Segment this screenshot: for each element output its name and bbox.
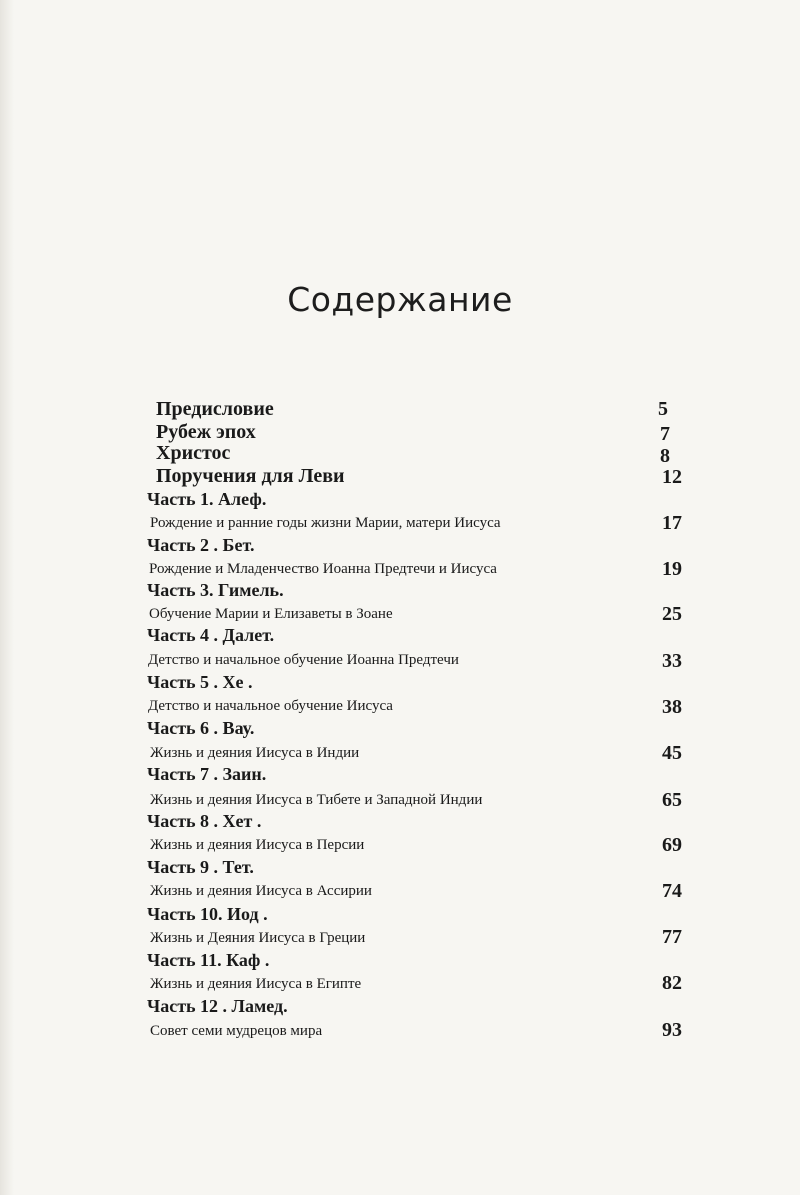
toc-page-number: 12 bbox=[662, 466, 682, 488]
toc-page-number: 25 bbox=[662, 603, 682, 625]
toc-part-subtitle: Обучение Марии и Елизаветы в Зоане bbox=[149, 606, 393, 622]
toc-page-number: 19 bbox=[662, 558, 682, 580]
toc-page-number: 65 bbox=[662, 789, 682, 811]
toc-entry-turn-of-epochs: Рубеж эпох bbox=[156, 421, 256, 443]
toc-entry-levi: Поручения для Леви bbox=[156, 465, 345, 487]
toc-part-heading: Часть 11. Каф . bbox=[147, 950, 270, 970]
toc-page-number: 69 bbox=[662, 834, 682, 856]
toc-part-heading: Часть 9 . Тет. bbox=[147, 857, 254, 877]
toc-page-number: 33 bbox=[662, 650, 682, 672]
toc-page-number: 38 bbox=[662, 696, 682, 718]
toc-part-subtitle: Жизнь и Деяния Иисуса в Греции bbox=[150, 930, 366, 946]
toc-page-number: 17 bbox=[662, 512, 682, 534]
toc-part-heading: Часть 6 . Вау. bbox=[147, 718, 255, 738]
toc-part-subtitle: Жизнь и деяния Иисуса в Индии bbox=[150, 745, 360, 761]
toc-part-subtitle: Детство и начальное обучение Иоанна Предтечи bbox=[148, 652, 459, 668]
toc-part-heading: Часть 12 . Ламед. bbox=[147, 996, 288, 1016]
toc-part-subtitle: Детство и начальное обучение Иисуса bbox=[148, 698, 393, 714]
toc-page-number: 7 bbox=[660, 423, 670, 445]
toc-page-number: 93 bbox=[662, 1019, 682, 1041]
toc-part-heading: Часть 7 . Заин. bbox=[147, 764, 267, 784]
toc-part-heading: Часть 5 . Хе . bbox=[147, 672, 253, 692]
toc-page-number: 45 bbox=[662, 742, 682, 764]
toc-part-subtitle: Жизнь и деяния Иисуса в Ассирии bbox=[150, 883, 372, 899]
toc-part-subtitle: Совет семи мудрецов мира bbox=[150, 1023, 323, 1039]
toc-part-heading: Часть 10. Иод . bbox=[147, 904, 268, 924]
toc-part-heading: Часть 8 . Хет . bbox=[147, 811, 262, 831]
toc-part-subtitle: Жизнь и деяния Иисуса в Персии bbox=[150, 837, 365, 853]
toc-part-heading: Часть 2 . Бет. bbox=[147, 535, 255, 555]
toc-page-number: 5 bbox=[658, 398, 668, 420]
toc-entry-christ: Христос bbox=[156, 442, 231, 464]
toc-part-heading: Часть 1. Алеф. bbox=[147, 489, 267, 509]
toc-part-heading: Часть 3. Гимель. bbox=[147, 580, 284, 600]
toc-entry-preface: Предисловие bbox=[156, 398, 274, 420]
toc-part-subtitle: Рождение и Младенчество Иоанна Предтечи и Иисуса bbox=[149, 561, 497, 577]
toc-part-subtitle: Рождение и ранние годы жизни Марии, матери Иисуса bbox=[150, 515, 501, 531]
toc-page-number: 82 bbox=[662, 972, 682, 994]
toc-part-subtitle: Жизнь и деяния Иисуса в Тибете и Западной Индии bbox=[150, 792, 483, 808]
page-title: Содержание bbox=[287, 280, 513, 319]
toc-part-heading: Часть 4 . Далет. bbox=[147, 625, 275, 645]
toc-page-number: 77 bbox=[662, 926, 682, 948]
toc-page-number: 74 bbox=[662, 880, 682, 902]
toc-part-subtitle: Жизнь и деяния Иисуса в Египте bbox=[150, 976, 362, 992]
toc-page-number: 8 bbox=[660, 445, 670, 467]
